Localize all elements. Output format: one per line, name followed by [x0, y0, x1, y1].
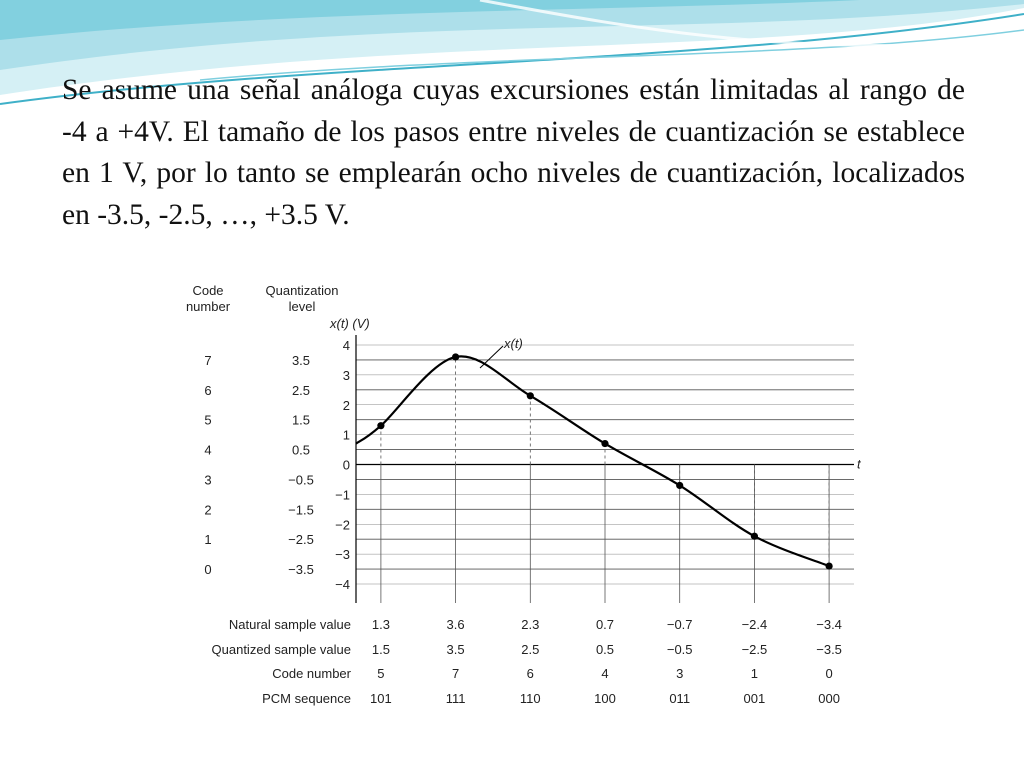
cell-pcm: 110 [519, 691, 541, 706]
cell-quantized: 2.5 [521, 642, 540, 657]
code-number-header-line-2: number [185, 299, 231, 314]
sample-point [527, 392, 534, 399]
y-tick-label: 0 [342, 457, 350, 473]
slide-body-text: Se asume una señal análoga cuyas excursiones están limitadas al rango de -4 a +4V. El tamaño de los pasos entre niveles de cuantización se establece en 1 V, por lo tanto se emplearán ocho niveles de cuantización, localizados en -3.5, -2.5, …, +3.5 V. [62, 74, 965, 231]
cell-quantized: 3.5 [446, 642, 465, 657]
row-label-quantized: Quantized sample value [211, 642, 351, 657]
sample-point [826, 562, 833, 569]
sample-point [601, 440, 608, 447]
sample-point [377, 422, 384, 429]
cell-quantized: 1.5 [371, 642, 390, 657]
code-number-label: 2 [204, 502, 212, 518]
cell-pcm: 101 [370, 691, 392, 706]
y-tick-label: 2 [342, 397, 350, 413]
quant-level-label: 2.5 [291, 382, 311, 398]
cell-code: 0 [825, 666, 833, 681]
sample-point [452, 353, 459, 360]
quant-level-label: 3.5 [291, 352, 311, 368]
quant-level-label: −0.5 [288, 472, 314, 488]
cell-natural: −0.7 [666, 617, 693, 632]
quant-level-header-line-2: level [288, 299, 316, 314]
quant-level-label: −3.5 [288, 562, 314, 578]
quantization-figure [176, 278, 862, 710]
sample-point [751, 533, 758, 540]
code-number-label: 4 [204, 442, 212, 458]
code-number-label: 6 [204, 382, 212, 398]
cell-quantized: −2.5 [741, 642, 768, 657]
y-tick-label: −1 [335, 487, 350, 503]
cell-quantized: 0.5 [595, 642, 615, 657]
cell-code: 1 [750, 666, 759, 681]
quant-level-label: 0.5 [291, 442, 311, 458]
code-number-label: 5 [204, 412, 212, 428]
curve-label-pointer [480, 346, 503, 368]
row-label-pcm: PCM sequence [262, 691, 351, 706]
y-axis-label: x(t) (V) [330, 316, 370, 331]
cell-natural: 3.6 [446, 617, 465, 632]
cell-natural: −2.4 [741, 617, 768, 632]
cell-code: 3 [676, 666, 684, 681]
signal-curve [356, 356, 829, 566]
code-number-label: 0 [204, 562, 212, 578]
cell-code: 5 [377, 666, 385, 681]
cell-pcm: 111 [445, 691, 466, 706]
x-axis-label: t [857, 456, 861, 472]
cell-natural: 0.7 [595, 617, 615, 632]
quantization-chart [176, 278, 862, 710]
y-tick-label: −4 [335, 577, 350, 592]
y-tick-label: −3 [335, 547, 350, 563]
cell-pcm: 011 [669, 691, 691, 706]
cell-code: 4 [601, 666, 609, 681]
quant-level-header-line-1: Quantization [265, 283, 339, 298]
y-tick-label: 4 [342, 338, 350, 353]
cell-natural: −3.4 [816, 617, 842, 632]
cell-quantized: −0.5 [666, 642, 693, 657]
cell-natural: 1.3 [371, 617, 390, 632]
cell-code: 6 [526, 666, 534, 681]
code-number-label: 1 [204, 532, 212, 548]
cell-pcm: 000 [818, 691, 840, 706]
y-tick-label: 1 [342, 427, 350, 443]
y-tick-label: 3 [342, 367, 350, 383]
cell-code: 7 [451, 666, 460, 681]
cell-natural: 2.3 [521, 617, 540, 632]
cell-pcm: 001 [743, 691, 766, 706]
quant-level-label: 1.5 [291, 412, 311, 428]
cell-quantized: −3.5 [816, 642, 842, 657]
code-number-label: 3 [204, 472, 212, 488]
curve-label: x(t) [504, 336, 523, 351]
quant-level-label: −2.5 [288, 532, 314, 548]
code-number-header-line-1: Code [192, 283, 224, 298]
code-number-label: 7 [204, 352, 212, 368]
quant-level-label: −1.5 [288, 502, 314, 518]
sample-point [676, 482, 683, 489]
row-label-natural: Natural sample value [228, 617, 351, 632]
y-tick-label: −2 [335, 517, 350, 533]
row-label-code: Code number [272, 666, 351, 681]
cell-pcm: 100 [594, 691, 616, 706]
